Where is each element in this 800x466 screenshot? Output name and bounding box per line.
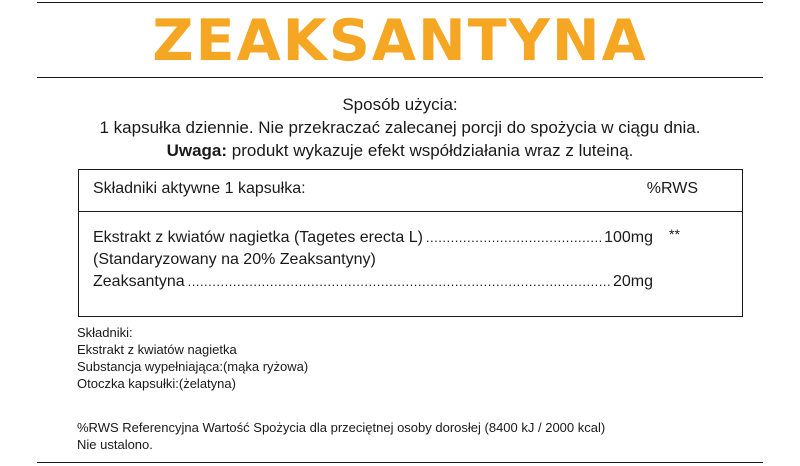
ingredient-name: Zeaksantyna xyxy=(93,273,185,290)
ingredient-item: Otoczka kapsułki:(żelatyna) xyxy=(77,376,236,391)
usage-section xyxy=(0,93,800,162)
ingredients-heading: Składniki: xyxy=(77,325,133,340)
warning-label: Uwaga: xyxy=(166,141,228,160)
table-header xyxy=(79,170,742,212)
top-divider xyxy=(37,2,763,3)
bottom-divider xyxy=(37,462,763,463)
footnote-not-set: Nie ustalono. xyxy=(77,437,153,452)
ingredient-item: Ekstrakt z kwiatów nagietka xyxy=(77,342,237,357)
product-title: ZEAKSANTYNA xyxy=(152,8,648,74)
table-header-rws: %RWS xyxy=(646,180,698,197)
footnotes xyxy=(77,419,605,453)
dot-leader xyxy=(188,271,610,293)
ingredients-section xyxy=(77,324,308,392)
table-row xyxy=(93,249,653,271)
title-divider xyxy=(37,77,763,78)
table-header-label: Składniki aktywne 1 kapsułka: xyxy=(93,180,306,197)
table-row xyxy=(93,227,653,249)
dot-leader xyxy=(426,227,601,249)
table-row xyxy=(93,271,653,293)
warning-text: produkt wykazuje efekt współdziałania wraz z luteiną. xyxy=(231,141,634,160)
ingredient-amount: 20mg xyxy=(612,273,653,290)
ingredient-item: Substancja wypełniająca:(mąka ryżowa) xyxy=(77,359,309,374)
table-rows xyxy=(93,227,653,293)
ingredient-amount: 100mg xyxy=(604,229,653,246)
active-ingredients-table xyxy=(78,169,743,317)
warning-line xyxy=(0,139,800,162)
usage-heading: Sposób użycia: xyxy=(342,95,458,114)
usage-line: 1 kapsułka dziennie. Nie przekraczać zalecanej porcji do spożycia w ciągu dnia. xyxy=(99,118,701,137)
ingredient-note: (Standaryzowany na 20% Zeaksantyny) xyxy=(93,251,376,268)
rws-value: ** xyxy=(669,226,680,242)
footnote-rws: %RWS Referencyjna Wartość Spożycia dla przeciętnej osoby dorosłej (8400 kJ / 2000 kcal) xyxy=(77,420,606,435)
ingredient-name: Ekstrakt z kwiatów nagietka (Tagetes erecta L) xyxy=(93,229,423,246)
